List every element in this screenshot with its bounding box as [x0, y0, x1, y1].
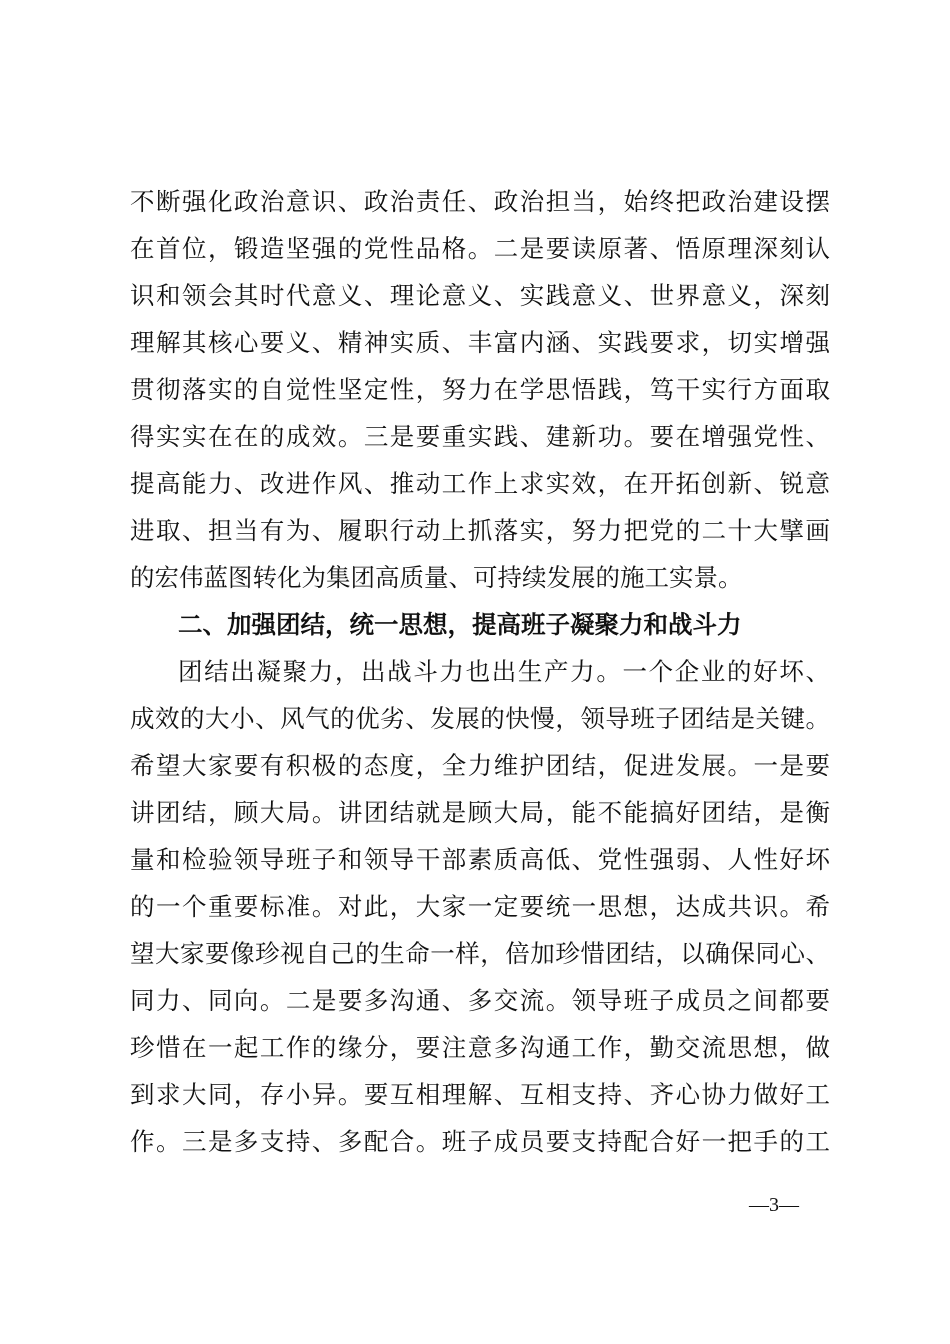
- paragraph-line: 到求大同，存小异。要互相理解、互相支持、齐心协力做好工: [130, 1080, 830, 1109]
- paragraph-first-line: 团结出凝聚力，出战斗力也出生产力。一个企业的好坏、: [178, 657, 830, 686]
- paragraph-line: 讲团结，顾大局。讲团结就是顾大局，能不能搞好团结，是衡: [130, 798, 830, 827]
- paragraph-line: 望大家要像珍视自己的生命一样，倍加珍惜团结，以确保同心、: [130, 939, 830, 968]
- paragraph-line: 在首位，锻造坚强的党性品格。二是要读原著、悟原理深刻认: [130, 234, 830, 263]
- paragraph-line: 提高能力、改进作风、推动工作上求实效，在开拓创新、锐意: [130, 469, 830, 498]
- body-text: [130, 178, 830, 1165]
- page-number: —3—: [749, 1194, 799, 1216]
- paragraph-line: 作。三是多支持、多配合。班子成员要支持配合好一把手的工: [130, 1127, 830, 1156]
- paragraph-line: 珍惜在一起工作的缘分，要注意多沟通工作，勤交流思想，做: [130, 1033, 830, 1062]
- paragraph-line: 同力、同向。二是要多沟通、多交流。领导班子成员之间都要: [130, 986, 830, 1015]
- paragraph-line: 量和检验领导班子和领导干部素质高低、党性强弱、人性好坏: [130, 845, 830, 874]
- paragraph-line: 的宏伟蓝图转化为集团高质量、可持续发展的施工实景。: [130, 563, 743, 592]
- paragraph-line: 识和领会其时代意义、理论意义、实践意义、世界意义，深刻: [130, 281, 830, 310]
- paragraph-line: 理解其核心要义、精神实质、丰富内涵、实践要求，切实增强: [130, 328, 830, 357]
- paragraph-line: 不断强化政治意识、政治责任、政治担当，始终把政治建设摆: [130, 187, 830, 216]
- paragraph-line: 的一个重要标准。对此，大家一定要统一思想，达成共识。希: [130, 892, 830, 921]
- paragraph-line: 进取、担当有为、履职行动上抓落实，努力把党的二十大擘画: [130, 516, 830, 545]
- paragraph-line: 贯彻落实的自觉性坚定性，努力在学思悟践，笃干实行方面取: [130, 375, 830, 404]
- section-heading: 二、加强团结，统一思想，提高班子凝聚力和战斗力: [178, 610, 742, 639]
- paragraph-line: 得实实在在的成效。三是要重实践、建新功。要在增强党性、: [130, 422, 830, 451]
- paragraph-line: 希望大家要有积极的态度，全力维护团结，促进发展。一是要: [130, 751, 830, 780]
- paragraph-line: 成效的大小、风气的优劣、发展的快慢，领导班子团结是关键。: [130, 704, 830, 733]
